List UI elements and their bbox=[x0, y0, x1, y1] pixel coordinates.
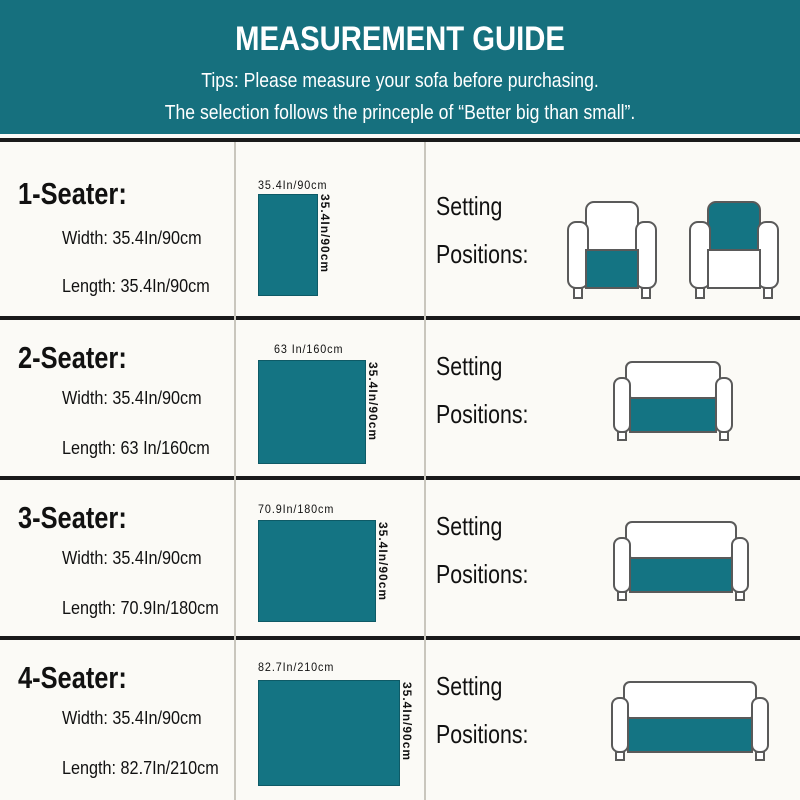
four-seat-sofa-icon bbox=[608, 678, 772, 762]
row-2-seater bbox=[0, 320, 800, 478]
seater-title: 2-Seater: bbox=[18, 340, 127, 375]
page-title: MEASUREMENT GUIDE bbox=[235, 20, 565, 58]
width-spec: Width: 35.4In/90cm bbox=[62, 548, 202, 568]
seater-title: 4-Seater: bbox=[18, 660, 127, 695]
dimension-side-label: 35.4In/90cm bbox=[400, 682, 414, 762]
cover-size-rect bbox=[258, 520, 376, 622]
row-4-seater bbox=[0, 640, 800, 800]
positions-text: Positions: bbox=[436, 239, 529, 269]
dimension-side-label: 35.4In/90cm bbox=[318, 194, 332, 274]
armchair-back-seat-icon bbox=[686, 196, 782, 300]
cover-size-rect bbox=[258, 360, 366, 464]
dimension-side-label: 35.4In/90cm bbox=[366, 362, 380, 442]
setting-positions-label bbox=[436, 342, 528, 438]
seater-title: 1-Seater: bbox=[18, 176, 127, 211]
dimension-side-label: 35.4In/90cm bbox=[376, 522, 390, 602]
length-spec: Length: 82.7In/210cm bbox=[62, 758, 219, 778]
length-spec: Length: 63 In/160cm bbox=[62, 438, 210, 458]
row-1-seater bbox=[0, 142, 800, 316]
header-banner bbox=[0, 0, 800, 134]
positions-text: Positions: bbox=[436, 559, 529, 589]
width-spec: Width: 35.4In/90cm bbox=[62, 388, 202, 408]
row-3-seater bbox=[0, 480, 800, 638]
setting-text: Setting bbox=[436, 511, 503, 541]
tip-line-2: The selection follows the princeple of “Better big than small”. bbox=[164, 102, 636, 124]
positions-text: Positions: bbox=[436, 399, 529, 429]
length-spec: Length: 70.9In/180cm bbox=[62, 598, 219, 618]
tip-line-1: Tips: Please measure your sofa before purchasing. bbox=[201, 70, 599, 92]
dimension-top-label: 70.9In/180cm bbox=[258, 502, 335, 516]
setting-positions-label bbox=[436, 662, 528, 758]
cover-size-rect bbox=[258, 194, 318, 296]
positions-text: Positions: bbox=[436, 719, 529, 749]
loveseat-icon bbox=[610, 358, 736, 442]
setting-positions-label bbox=[436, 502, 528, 598]
setting-positions-label bbox=[436, 182, 528, 278]
dimension-top-label: 63 In/160cm bbox=[274, 342, 344, 356]
setting-text: Setting bbox=[436, 351, 503, 381]
setting-text: Setting bbox=[436, 191, 503, 221]
width-spec: Width: 35.4In/90cm bbox=[62, 708, 202, 728]
seater-title: 3-Seater: bbox=[18, 500, 127, 535]
length-spec: Length: 35.4In/90cm bbox=[62, 276, 210, 296]
width-spec: Width: 35.4In/90cm bbox=[62, 228, 202, 248]
dimension-top-label: 82.7In/210cm bbox=[258, 660, 335, 674]
three-seat-sofa-icon bbox=[610, 518, 752, 602]
armchair-seat-icon bbox=[564, 196, 660, 300]
cover-size-rect bbox=[258, 680, 400, 786]
dimension-top-label: 35.4In/90cm bbox=[258, 178, 328, 192]
setting-text: Setting bbox=[436, 671, 503, 701]
